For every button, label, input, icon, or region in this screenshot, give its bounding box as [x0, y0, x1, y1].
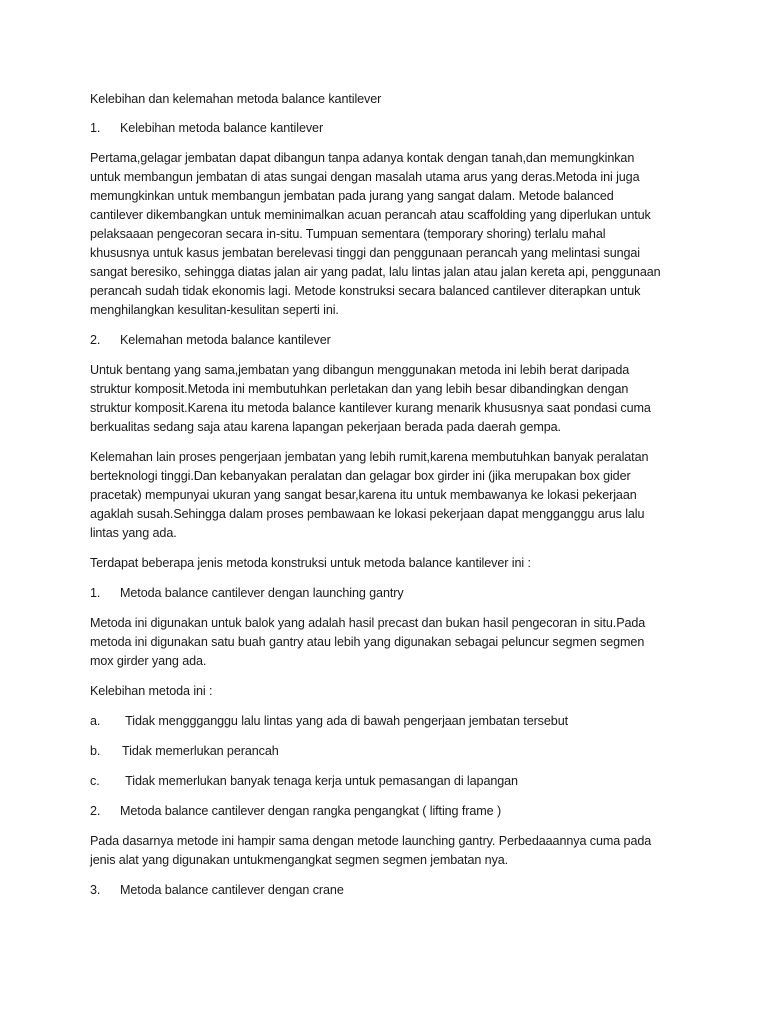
document-title: Kelebihan dan kelemahan metoda balance kantilever: [90, 92, 382, 106]
text-line: lintas yang ada.: [90, 526, 177, 540]
text-line: Untuk bentang yang sama,jembatan yang dibangun menggunakan metoda ini lebih berat daripada: [90, 363, 630, 377]
list-marker: 2.: [90, 804, 101, 818]
list-marker: 2.: [90, 333, 101, 347]
section-1-heading: [90, 119, 688, 138]
heading-text: Metoda balance cantilever dengan rangka pengangkat ( lifting frame ): [120, 804, 502, 818]
list-marker: c.: [90, 774, 100, 788]
text-line: pracetak) mempunyai ukuran yang sangat besar,karena itu untuk membawanya ke lokasi pekerjaan: [90, 488, 637, 502]
text-line: agaklah susah.Sehingga dalam proses pembawaan ke lokasi pekerjaan dapat mengganggu arus lalu: [90, 507, 645, 521]
heading-text: Metoda balance cantilever dengan crane: [120, 883, 344, 897]
text-line: jenis alat yang digunakan untukmengangkat segmen segmen jembatan nya.: [90, 853, 509, 867]
advantage-item-a: [90, 712, 688, 731]
advantage-text: Tidak menggganggu lalu lintas yang ada di bawah pengerjaan jembatan tersebut: [122, 714, 568, 728]
text-line: struktur komposit.Karena itu metoda balance kantilever kurang menarik khususnya saat pondasi cuma: [90, 401, 651, 415]
advantage-item-b: [90, 742, 688, 761]
text-line: mox girder yang ada.: [90, 654, 207, 668]
text-line: perancah sudah tidak ekonomis lagi. Metode konstruksi secara balanced cantilever diterapkan untuk: [90, 284, 641, 298]
section-2-paragraph-1: [90, 361, 688, 437]
text-line: Kelemahan lain proses pengerjaan jembatan yang lebih rumit,karena membutuhkan banyak peralatan: [90, 450, 649, 464]
heading-text: Kelebihan metoda balance kantilever: [120, 121, 324, 135]
text-line: Pertama,gelagar jembatan dapat dibangun tanpa adanya kontak dengan tanah,dan memungkinkan: [90, 151, 635, 165]
heading-text: Kelemahan metoda balance kantilever: [120, 333, 331, 347]
list-marker: 3.: [90, 883, 101, 897]
type-1-heading: [90, 584, 688, 603]
text-line: untuk membangun jembatan di atas sungai dengan masalah utama arus yang deras.Metoda ini juga: [90, 170, 640, 184]
heading-text: Metoda balance cantilever dengan launching gantry: [120, 586, 404, 600]
text-line: memungkinkan untuk membangun jembatan pada jurang yang sangat dalam. Metode balanced: [90, 189, 614, 203]
type-3-heading: [90, 881, 688, 900]
text-line: sangat beresiko, sehingga diatas jalan air yang padat, lalu lintas jalan atau jalan kereta api, penggunaan: [90, 265, 661, 279]
advantages-label: Kelebihan metoda ini :: [90, 684, 213, 698]
text-line: metoda ini digunakan satu buah gantry atau lebih yang digunakan sebagai peluncur segmen segmen: [90, 635, 645, 649]
section-1-paragraph: [90, 149, 688, 320]
advantage-item-c: [90, 772, 688, 791]
type-2-paragraph: [90, 832, 688, 870]
type-1-paragraph: [90, 614, 688, 671]
text-line: Pada dasarnya metode ini hampir sama dengan metode launching gantry. Perbedaaannya cuma pada: [90, 834, 652, 848]
text-line: pelaksaaan pengecoran secara in-situ. Tumpuan sementara (temporary shoring) terlalu mahal: [90, 227, 606, 241]
advantage-text: Tidak memerlukan perancah: [122, 744, 279, 758]
type-2-heading: [90, 802, 688, 821]
text-line: Metoda ini digunakan untuk balok yang adalah hasil precast dan bukan hasil pengecoran in situ.Pada: [90, 616, 646, 630]
section-2-paragraph-2: [90, 448, 688, 543]
text-line: struktur komposit.Metoda ini membutuhkan perletakan dan yang lebih besar dibandingkan dengan: [90, 382, 629, 396]
section-2-heading: [90, 331, 688, 350]
text-line: menghilangkan kesulitan-kesulitan seperti ini.: [90, 303, 339, 317]
text-line: berteknologi tinggi.Dan kebanyakan peralatan dan gelagar box girder ini (jika merupakan box gider: [90, 469, 631, 483]
list-marker: 1.: [90, 586, 101, 600]
list-marker: 1.: [90, 121, 101, 135]
text-line: khususnya untuk kasus jembatan berelevasi tinggi dan penggunaan perancah yang melintasi sungai: [90, 246, 641, 260]
text-line: cantilever dikembangkan untuk meminimalkan acuan perancah atau scaffolding yang diperlukan untuk: [90, 208, 651, 222]
list-marker: b.: [90, 744, 101, 758]
text-line: berkualitas sedang saja atau karena lapangan pekerjaan berada pada daerah gempa.: [90, 420, 561, 434]
types-intro: Terdapat beberapa jenis metoda konstruksi untuk metoda balance kantilever ini :: [90, 556, 531, 570]
list-marker: a.: [90, 714, 101, 728]
advantage-text: Tidak memerlukan banyak tenaga kerja untuk pemasangan di lapangan: [122, 774, 518, 788]
